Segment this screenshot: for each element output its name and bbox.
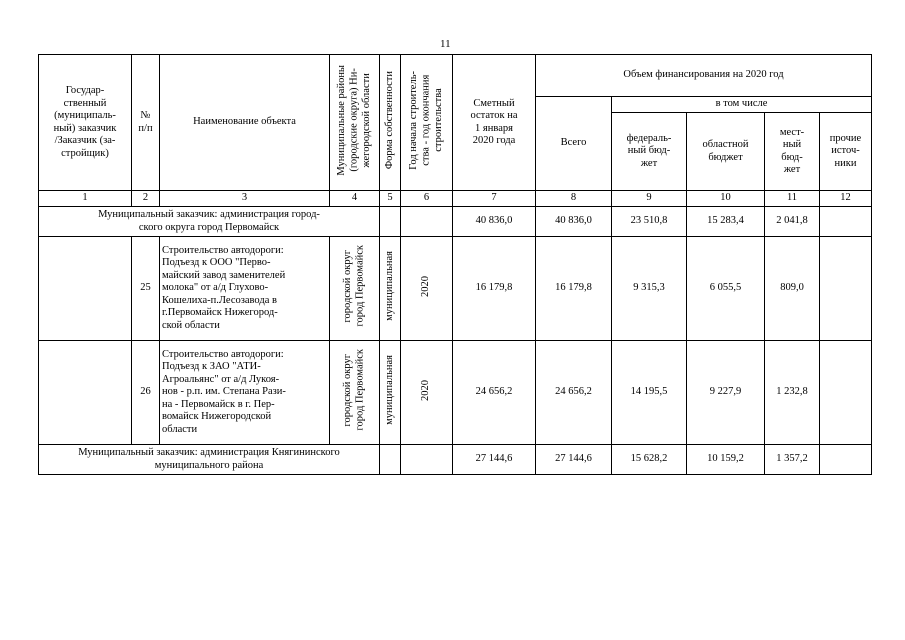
cell-object-name: Строительство автодороги: Подъезд к ООО "Перво- майский завод заменителей молока" от а/д Глухово- Кошелиха-п.Лесозавода в г.Первомайск Нижегород- ской области bbox=[160, 237, 330, 341]
cell-years bbox=[401, 341, 453, 445]
header-years-text: Год начала строитель- ства - год окончания строительства bbox=[407, 70, 444, 170]
col-number: 7 bbox=[453, 191, 536, 207]
page-number: 11 bbox=[440, 38, 451, 50]
group-label: Муниципальный заказчик: администрация город- ского округа город Первомайск bbox=[39, 207, 380, 237]
empty-cell bbox=[39, 237, 132, 341]
cell-federal: 23 510,8 bbox=[612, 207, 687, 237]
cell-ownership-text: муниципальная bbox=[383, 251, 395, 322]
cell-district-text: городской округ город Первомайск bbox=[342, 245, 366, 327]
empty-cell bbox=[380, 445, 401, 475]
cell-local: 809,0 bbox=[765, 237, 820, 341]
col-number: 6 bbox=[401, 191, 453, 207]
cell-total: 24 656,2 bbox=[536, 341, 612, 445]
cell-total: 16 179,8 bbox=[536, 237, 612, 341]
cell-remainder: 27 144,6 bbox=[453, 445, 536, 475]
cell-years bbox=[401, 237, 453, 341]
cell-ownership bbox=[380, 237, 401, 341]
header-district bbox=[330, 55, 380, 191]
cell-regional: 6 055,5 bbox=[687, 237, 765, 341]
cell-num: 25 bbox=[132, 237, 160, 341]
header-object-name: Наименование объекта bbox=[160, 55, 330, 191]
cell-local: 1 232,8 bbox=[765, 341, 820, 445]
header-customer: Государ- ственный (муниципаль- ный) заказчик /Заказчик (за- стройщик) bbox=[39, 55, 132, 191]
cell-federal: 14 195,5 bbox=[612, 341, 687, 445]
header-including: в том числе bbox=[612, 97, 872, 113]
header-local: мест- ный бюд- жет bbox=[765, 113, 820, 191]
cell-object-name: Строительство автодороги: Подъезд к ЗАО "АТИ- Агроальянс" от а/д Лукоя- нов - р.п. им. Степана Рази- на - Первомайск в г. Пер- вомайск Нижегородской области bbox=[160, 341, 330, 445]
header-ownership-text: Форма собственности bbox=[383, 71, 395, 170]
group-row bbox=[39, 445, 872, 475]
cell-other bbox=[820, 341, 872, 445]
empty-cell bbox=[39, 341, 132, 445]
col-number: 9 bbox=[612, 191, 687, 207]
header-regional: областной бюджет bbox=[687, 113, 765, 191]
cell-federal: 15 628,2 bbox=[612, 445, 687, 475]
col-number: 5 bbox=[380, 191, 401, 207]
cell-ownership-text: муниципальная bbox=[383, 355, 395, 426]
cell-district bbox=[330, 237, 380, 341]
cell-other bbox=[820, 207, 872, 237]
header-federal: федераль- ный бюд- жет bbox=[612, 113, 687, 191]
cell-regional: 9 227,9 bbox=[687, 341, 765, 445]
header-other: прочие источ- ники bbox=[820, 113, 872, 191]
cell-district-text: городской округ город Первомайск bbox=[342, 349, 366, 431]
col-number: 4 bbox=[330, 191, 380, 207]
cell-local: 2 041,8 bbox=[765, 207, 820, 237]
header-district-text: Муниципальные районы (городские округа) Ни- жегородской области bbox=[335, 64, 372, 176]
col-number: 12 bbox=[820, 191, 872, 207]
empty-cell bbox=[401, 445, 453, 475]
cell-num: 26 bbox=[132, 341, 160, 445]
cell-years-text: 2020 bbox=[420, 379, 432, 401]
header-total: Всего bbox=[536, 97, 612, 191]
cell-regional: 10 159,2 bbox=[687, 445, 765, 475]
header-years bbox=[401, 55, 453, 191]
empty-cell bbox=[401, 207, 453, 237]
cell-other bbox=[820, 445, 872, 475]
col-number: 3 bbox=[160, 191, 330, 207]
group-row bbox=[39, 207, 872, 237]
cell-district bbox=[330, 341, 380, 445]
cell-local: 1 357,2 bbox=[765, 445, 820, 475]
header-ownership bbox=[380, 55, 401, 191]
cell-ownership bbox=[380, 341, 401, 445]
cell-total: 40 836,0 bbox=[536, 207, 612, 237]
header-row-1 bbox=[39, 55, 872, 97]
cell-other bbox=[820, 237, 872, 341]
table-row bbox=[39, 341, 872, 445]
table-row bbox=[39, 237, 872, 341]
group-label: Муниципальный заказчик: администрация Княгининского муниципального района bbox=[39, 445, 380, 475]
col-number: 11 bbox=[765, 191, 820, 207]
header-funding-title: Объем финансирования на 2020 год bbox=[536, 55, 872, 97]
column-number-row bbox=[39, 191, 872, 207]
cell-remainder: 24 656,2 bbox=[453, 341, 536, 445]
header-remainder: Сметный остаток на 1 января 2020 года bbox=[453, 55, 536, 191]
cell-regional: 15 283,4 bbox=[687, 207, 765, 237]
cell-total: 27 144,6 bbox=[536, 445, 612, 475]
empty-cell bbox=[380, 207, 401, 237]
header-num: № п/п bbox=[132, 55, 160, 191]
cell-federal: 9 315,3 bbox=[612, 237, 687, 341]
col-number: 8 bbox=[536, 191, 612, 207]
cell-years-text: 2020 bbox=[420, 275, 432, 297]
cell-remainder: 16 179,8 bbox=[453, 237, 536, 341]
col-number: 10 bbox=[687, 191, 765, 207]
col-number: 1 bbox=[39, 191, 132, 207]
cell-remainder: 40 836,0 bbox=[453, 207, 536, 237]
col-number: 2 bbox=[132, 191, 160, 207]
financing-table bbox=[38, 54, 872, 475]
